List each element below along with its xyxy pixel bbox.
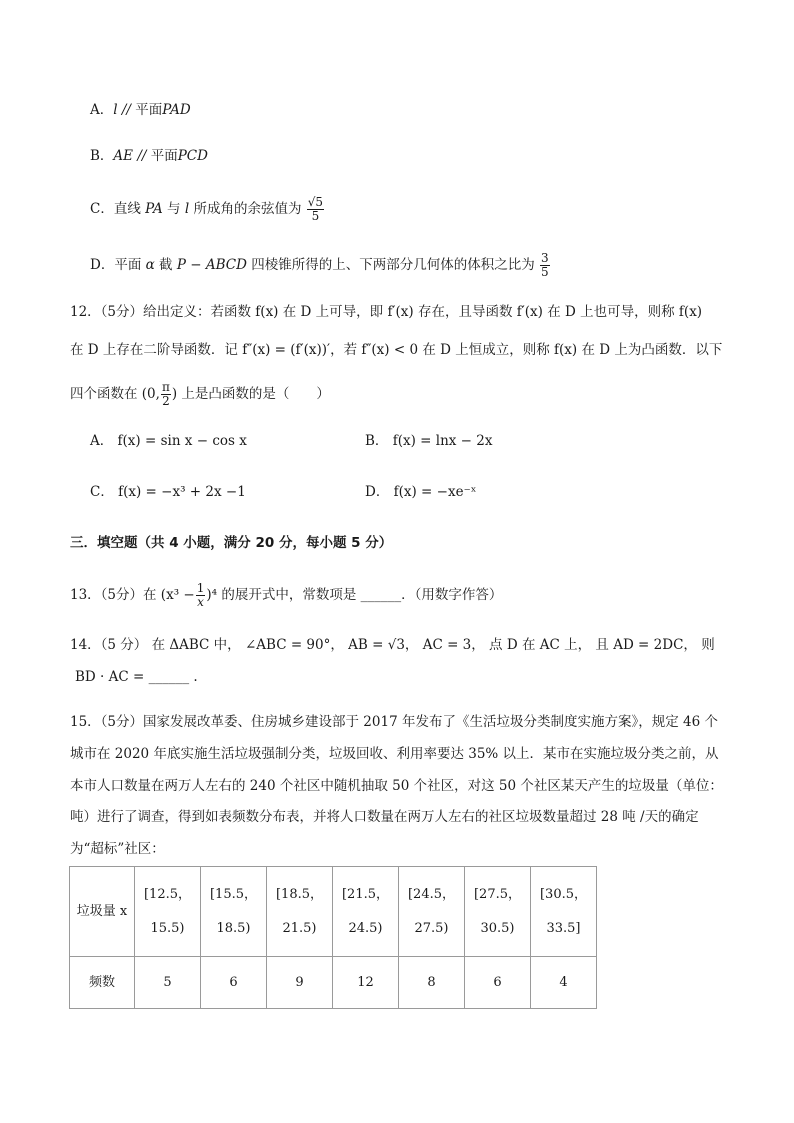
q12-option-c: C． f(x) = −x³ + 2x −1	[90, 484, 246, 500]
table-row	[70, 867, 597, 957]
q14-line-2: BD · AC = ______ .	[75, 669, 198, 685]
q15-line-5: 为“超标”社区：	[70, 841, 165, 857]
q12-option-d: D． f(x) = −xe⁻ˣ	[365, 484, 477, 500]
q12-line-1: 12．（5分）给出定义：若函数 f(x) 在 D 上可导，即 f′(x) 存在，且导函数 f′(x) 在 D 上也可导，则称 f(x)	[70, 304, 703, 320]
q11-c-fraction: $\frac{√5}{5}$	[307, 195, 324, 223]
q15-line-1: 15．（5分）国家发展改革委、住房城乡建设部于 2017 年发布了《生活垃圾分类制度实施方案》，规定 46 个	[70, 714, 718, 730]
frequency-table	[69, 866, 597, 1009]
q13-text: 13．（5分）在 (x³ − $\frac{1}{x}$ )⁴ 的展开式中，常数项是 ______．（用数字作答）	[70, 581, 503, 609]
q12-option-b: B． f(x) = lnx − 2x	[365, 433, 493, 449]
q11-d-fraction: $\frac{3}{5}$	[541, 251, 549, 279]
q12-line-2: 在 D 上存在二阶导函数．记 f″(x) = (f′(x))′，若 f″(x) < 0 在 D 上恒成立，则称 f(x) 在 D 上为凸函数．以下	[70, 342, 723, 358]
q15-line-4: 吨）进行了调查，得到如表频数分布表，并将人口数量在两万人左右的社区垃圾数量超过 28 吨 /天的确定	[70, 809, 699, 825]
q11-option-d: D．平面 α 截 P − ABCD 四棱锥所得的上、下两部分几何体的体积之比为 $\frac{3}{5}$	[90, 251, 549, 279]
table-header-cell: 垃圾量 x	[70, 867, 135, 957]
q12-line-3: 四个函数在 (0, $\frac{\pi}{2}$ ) 上是凸函数的是（ ）	[70, 380, 330, 408]
table-row	[70, 957, 597, 1009]
interval-cell: [15.5， 18.5)	[201, 867, 267, 957]
interval-cell: [12.5， 15.5)	[135, 867, 201, 957]
freq-cell: 6	[201, 957, 267, 1009]
freq-cell: 5	[135, 957, 201, 1009]
q14-line-1: 14．（5 分） 在 ΔABC 中， ∠ABC = 90°， AB = √3， AC = 3， 点 D 在 AC 上， 且 AD = 2DC， 则	[70, 637, 715, 653]
section-heading: 三．填空题（共 4 小题，满分 20 分，每小题 5 分）	[70, 535, 393, 551]
q11-option-a: A．l // 平面PAD	[90, 102, 191, 118]
freq-cell: 6	[465, 957, 531, 1009]
q11-option-b: B．AE // 平面PCD	[90, 148, 208, 164]
q12-pi-fraction: $\frac{\pi}{2}$	[161, 380, 170, 408]
interval-cell: [21.5， 24.5)	[333, 867, 399, 957]
q15-line-2: 城市在 2020 年底实施生活垃圾强制分类，垃圾回收、利用率要达 35% 以上．某市在实施垃圾分类之前，从	[70, 746, 719, 762]
q12-option-a: A． f(x) = sin x − cos x	[90, 433, 247, 449]
interval-cell: [18.5， 21.5)	[267, 867, 333, 957]
freq-cell: 4	[531, 957, 597, 1009]
interval-cell: [30.5， 33.5]	[531, 867, 597, 957]
freq-cell: 9	[267, 957, 333, 1009]
q15-line-3: 本市人口数量在两万人左右的 240 个社区中随机抽取 50 个社区，对这 50 个社区某天产生的垃圾量（单位：	[70, 778, 723, 794]
freq-cell: 12	[333, 957, 399, 1009]
table-header-cell: 频数	[70, 957, 135, 1009]
freq-cell: 8	[399, 957, 465, 1009]
q13-fraction: $\frac{1}{x}$	[196, 581, 205, 609]
interval-cell: [27.5， 30.5)	[465, 867, 531, 957]
q11-option-c: C．直线 PA 与 l 所成角的余弦值为 $\frac{√5}{5}$	[90, 195, 324, 223]
interval-cell: [24.5， 27.5)	[399, 867, 465, 957]
